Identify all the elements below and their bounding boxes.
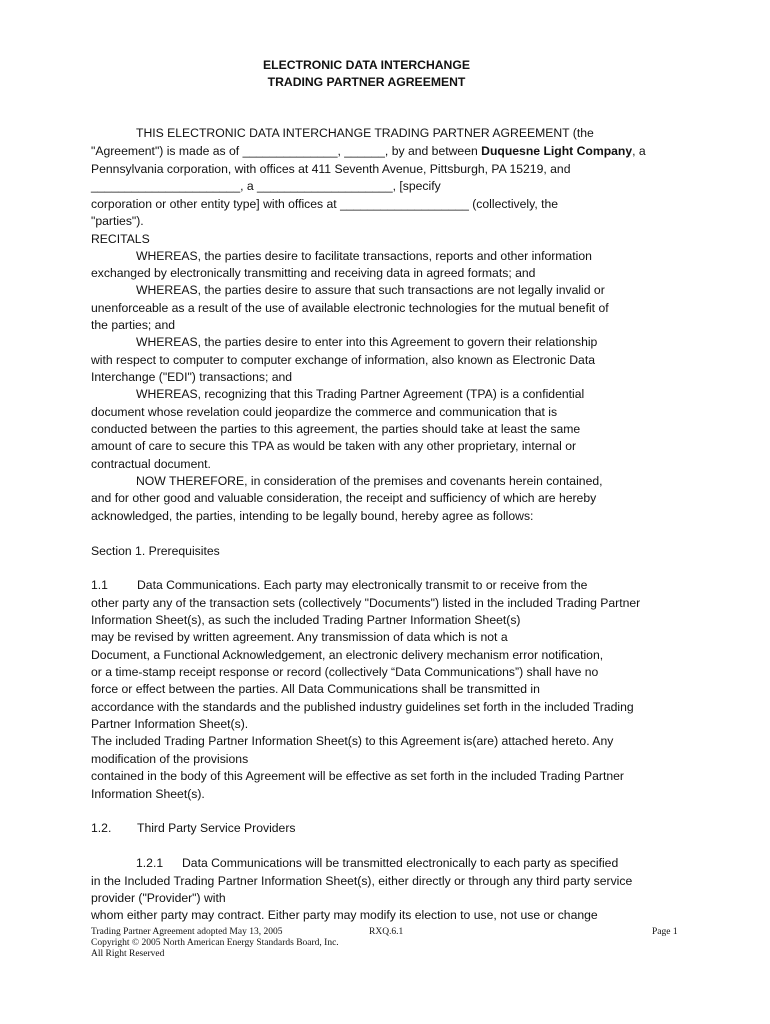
recital-line: NOW THEREFORE, in consideration of the premises and covenants herein contained,	[136, 474, 603, 488]
clause-line: Document, a Functional Acknowledgement, an electronic delivery mechanism error notification,	[91, 648, 604, 662]
clause-text: Data Communications will be transmitted electronically to each party as specified	[182, 856, 619, 870]
footer-code: RXQ.6.1	[369, 927, 404, 937]
clause-line: modification of the provisions	[91, 752, 249, 766]
recital-line: document whose revelation could jeopardize the commerce and communication that is	[91, 405, 558, 419]
title-line-2: TRADING PARTNER AGREEMENT	[267, 75, 466, 89]
intro-line: corporation or other entity type] with offices at ___________________ (collectively, the	[91, 197, 559, 211]
clause-line: provider ("Provider") with	[91, 891, 226, 905]
clause-line: other party any of the transaction sets (collectively "Documents") listed in the included Trading Partner	[91, 596, 641, 610]
section-heading: Section 1. Prerequisites	[91, 544, 220, 558]
title-line-1: ELECTRONIC DATA INTERCHANGE	[263, 58, 470, 72]
footer-copyright: Copyright © 2005 North American Energy Standards Board, Inc.	[91, 938, 339, 948]
recital-line: exchanged by electronically transmitting and receiving data in agreed formats; and	[91, 266, 536, 280]
recital-line: conducted between the parties to this agreement, the parties should take at least the same	[91, 422, 581, 436]
footer-rights: All Right Reserved	[91, 949, 165, 959]
recital-line: WHEREAS, recognizing that this Trading Partner Agreement (TPA) is a confidential	[136, 387, 585, 401]
intro-text: "Agreement") is made as of ______________, ______, by and between	[91, 144, 482, 158]
clause-1-1-line	[91, 577, 587, 594]
clause-line: contained in the body of this Agreement will be effective as set forth in the included Trading Partner	[91, 769, 624, 783]
clause-line: or a time-stamp receipt response or record (collectively “Data Communications”) shall have no	[91, 665, 599, 679]
clause-text: Data Communications. Each party may electronically transmit to or receive from the	[137, 578, 588, 592]
intro-line: ______________________, a ____________________, [specify	[91, 179, 441, 193]
clause-number: 1.2.	[91, 821, 112, 835]
clause-line: Information Sheet(s).	[91, 787, 205, 801]
clause-line: may be revised by written agreement. Any transmission of data which is not a	[91, 630, 508, 644]
clause-line: whom either party may contract. Either party may modify its election to use, not use or change	[91, 908, 598, 922]
clause-1-2-1-line	[136, 855, 618, 872]
clause-1-2-heading	[91, 820, 296, 837]
clause-title: Third Party Service Providers	[137, 821, 296, 835]
intro-line: "parties").	[91, 214, 144, 228]
intro-line: THIS ELECTRONIC DATA INTERCHANGE TRADING PARTNER AGREEMENT (the	[136, 126, 594, 140]
intro-line	[91, 143, 646, 160]
recital-line: WHEREAS, the parties desire to enter into this Agreement to govern their relationship	[136, 335, 598, 349]
footer-page-number: Page 1	[652, 927, 678, 937]
recital-line: with respect to computer to computer exchange of information, also known as Electronic Data	[91, 353, 596, 367]
recital-line: and for other good and valuable consideration, the receipt and sufficiency of which are hereby	[91, 491, 597, 505]
clause-line: force or effect between the parties. All Data Communications shall be transmitted in	[91, 682, 540, 696]
clause-line: accordance with the standards and the published industry guidelines set forth in the included Trading	[91, 700, 634, 714]
company-name: Duquesne Light Company	[481, 144, 633, 158]
intro-text: , a	[632, 144, 646, 158]
clause-number: 1.1	[91, 578, 108, 592]
recital-line: contractual document.	[91, 457, 211, 471]
recital-line: WHEREAS, the parties desire to facilitate transactions, reports and other information	[136, 249, 592, 263]
clause-line: Information Sheet(s), as such the included Trading Partner Information Sheet(s)	[91, 613, 521, 627]
footer-adopted: Trading Partner Agreement adopted May 13, 2005	[91, 927, 283, 937]
clause-number: 1.2.1	[136, 856, 164, 870]
recital-line: unenforceable as a result of the use of available electronic technologies for the mutual benefit of	[91, 301, 609, 315]
recital-line: amount of care to secure this TPA as would be taken with any other proprietary, internal or	[91, 439, 577, 453]
recital-line: WHEREAS, the parties desire to assure that such transactions are not legally invalid or	[136, 283, 605, 297]
intro-line: Pennsylvania corporation, with offices at 411 Seventh Avenue, Pittsburgh, PA 15219, and	[91, 162, 571, 176]
recital-line: Interchange ("EDI") transactions; and	[91, 370, 293, 384]
recital-line: the parties; and	[91, 318, 176, 332]
clause-line: in the Included Trading Partner Information Sheet(s), either directly or through any third party service	[91, 874, 633, 888]
clause-line: The included Trading Partner Information Sheet(s) to this Agreement is(are) attached hereto. Any	[91, 734, 614, 748]
recitals-heading: RECITALS	[91, 232, 150, 246]
clause-line: Partner Information Sheet(s).	[91, 717, 249, 731]
recital-line: acknowledged, the parties, intending to be legally bound, hereby agree as follows:	[91, 509, 534, 523]
